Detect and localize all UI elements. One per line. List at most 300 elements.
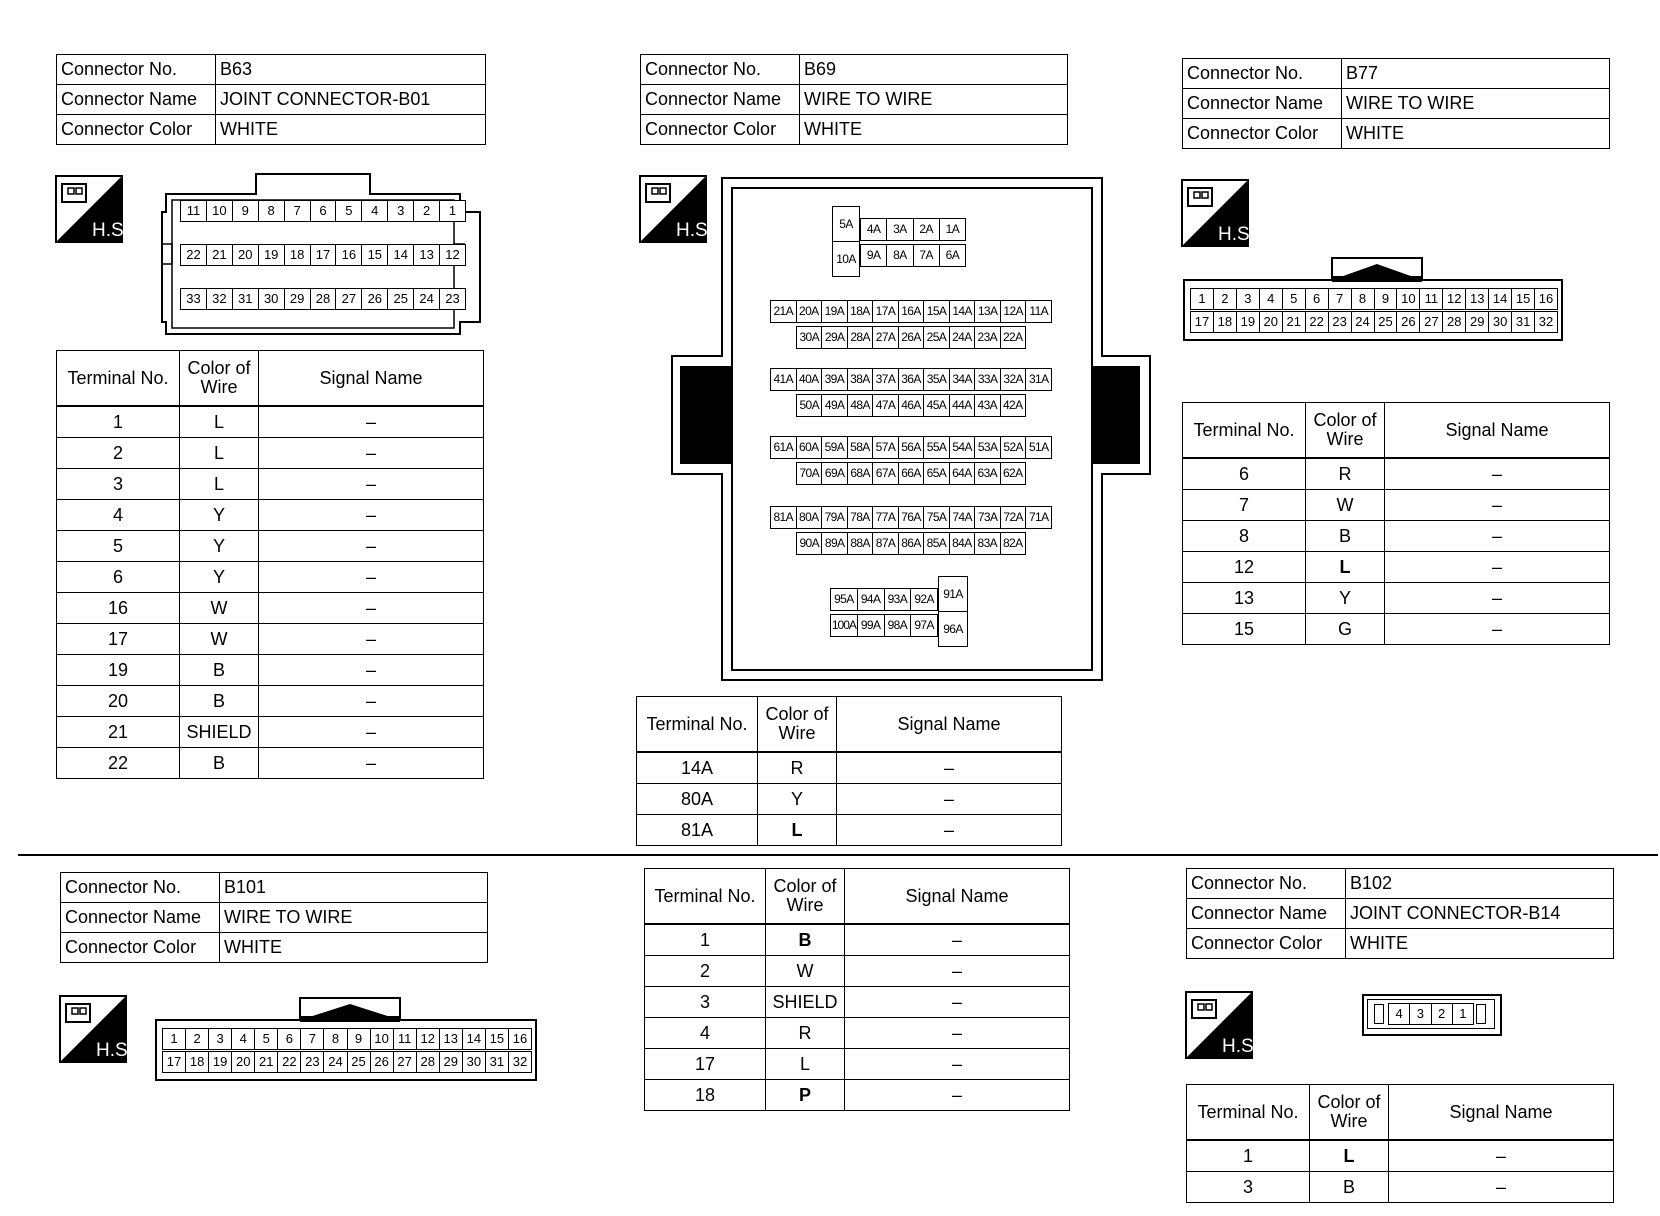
b63-connector-color: WHITE: [216, 115, 486, 145]
table-cell: 7: [1183, 490, 1306, 521]
pin: 14: [463, 1029, 486, 1049]
pin: 54A: [950, 437, 976, 458]
pin: 20: [233, 245, 259, 265]
table-cell: –: [1385, 521, 1610, 552]
pin: 26: [371, 1052, 394, 1072]
label-connector-no: Connector No.: [1183, 59, 1342, 89]
b69-terminal-table: [636, 696, 1062, 846]
table-cell: 13: [1183, 583, 1306, 614]
table-row: [1183, 458, 1610, 490]
table-cell: 3: [57, 469, 180, 500]
header-terminal-no: Terminal No.: [645, 869, 766, 925]
pin: 29A: [822, 327, 847, 348]
b69-pin-row-g6a: [830, 588, 938, 611]
table-row: [57, 748, 484, 779]
pin: 10: [371, 1029, 394, 1049]
table-cell: 16: [57, 593, 180, 624]
pin: 7A: [914, 245, 940, 266]
table-cell: B: [1310, 1172, 1389, 1203]
table-cell: –: [1389, 1140, 1614, 1172]
pin: 65A: [924, 463, 949, 484]
pin: 12: [445, 247, 460, 262]
table-cell: B: [766, 924, 845, 956]
pin: 2: [186, 1029, 209, 1049]
b77-pin-row-top: [1190, 288, 1558, 310]
pin: 1: [1191, 289, 1214, 309]
pin: 82A: [1002, 536, 1023, 550]
b69-info-table: [640, 54, 1068, 145]
pin: 8: [324, 1029, 347, 1049]
b101-connector-color: WHITE: [220, 933, 488, 963]
table-cell: SHIELD: [766, 987, 845, 1018]
pin: 69A: [822, 463, 847, 484]
pin: 53A: [975, 437, 1001, 458]
pin: 31: [233, 289, 259, 309]
table-row: [57, 562, 484, 593]
pin: 41A: [771, 369, 797, 390]
table-row: [57, 531, 484, 562]
pin: 9: [1375, 289, 1398, 309]
pin: 18A: [848, 301, 874, 322]
pin: 9: [233, 201, 259, 221]
pin: 78A: [848, 507, 874, 528]
pin: 24: [414, 289, 440, 309]
header-signal-name: Signal Name: [837, 697, 1062, 753]
pin: 33: [181, 289, 207, 309]
pin: 11: [1420, 289, 1443, 309]
pin: 5: [1283, 289, 1306, 309]
pin: 32: [1538, 314, 1554, 329]
pin: 15A: [924, 301, 950, 322]
pin: 5A: [833, 207, 859, 242]
table-cell: 21: [57, 717, 180, 748]
label-connector-no: Connector No.: [1187, 869, 1346, 899]
pin: 96A: [943, 622, 963, 636]
table-cell: L: [180, 406, 259, 438]
table-cell: –: [845, 1049, 1070, 1080]
pin: 3A: [887, 219, 913, 240]
pin: 92A: [914, 592, 934, 606]
b69-pin-row-g1b: [860, 244, 966, 267]
pin: 1: [1459, 1006, 1467, 1021]
pin: 73A: [975, 507, 1001, 528]
pin: 45A: [924, 395, 949, 416]
pin: 12: [417, 1029, 440, 1049]
table-cell: 6: [57, 562, 180, 593]
table-cell: W: [180, 593, 259, 624]
b77-connector-no: B77: [1342, 59, 1610, 89]
pin: 1A: [945, 222, 960, 236]
b69-connector-color: WHITE: [800, 115, 1068, 145]
b102-lock-left: [1374, 1004, 1384, 1024]
header-terminal-no: Terminal No.: [1187, 1085, 1310, 1141]
table-cell: 22: [57, 748, 180, 779]
pin: 17: [1191, 312, 1214, 332]
header-terminal-no: Terminal No.: [637, 697, 758, 753]
pin: 74A: [950, 507, 976, 528]
table-cell: –: [1389, 1172, 1614, 1203]
b69-pin-row-g1a: [860, 218, 966, 241]
pin: 63A: [975, 463, 1000, 484]
table-row: [57, 406, 484, 438]
section-divider: [18, 854, 1658, 856]
pin: 11A: [1029, 304, 1049, 318]
pin: 58A: [848, 437, 874, 458]
pin: 2: [1214, 289, 1237, 309]
b69-pin-col-5a-10a: [832, 206, 860, 277]
table-cell: –: [259, 717, 484, 748]
table-cell: 6: [1183, 458, 1306, 490]
pin: 4A: [861, 219, 887, 240]
table-row: [645, 956, 1070, 987]
pin: 88A: [848, 533, 873, 554]
pin: 40A: [797, 369, 823, 390]
b69-pin-row-g6b: [830, 614, 938, 637]
table-cell: –: [259, 438, 484, 469]
b63-pin-row-mid: [180, 244, 466, 266]
b69-pin-row-g4b: [796, 462, 1026, 485]
header-color-of-wire: Color of Wire: [766, 869, 845, 925]
b63-connector-face: [160, 172, 486, 336]
header-color-of-wire: Color of Wire: [1310, 1085, 1389, 1141]
table-cell: B: [1306, 521, 1385, 552]
table-row: [645, 1018, 1070, 1049]
pin: 19: [1237, 312, 1260, 332]
label-connector-no: Connector No.: [61, 873, 220, 903]
pin: 7: [301, 1029, 324, 1049]
header-signal-name: Signal Name: [1389, 1085, 1614, 1141]
pin: 67A: [873, 463, 898, 484]
pin: 18: [1214, 312, 1237, 332]
table-cell: 12: [1183, 552, 1306, 583]
b102-lock-right: [1476, 1004, 1486, 1024]
table-cell: 8: [1183, 521, 1306, 552]
pin: 4: [232, 1029, 255, 1049]
pin: 23: [301, 1052, 324, 1072]
table-cell: Y: [1306, 583, 1385, 614]
header-signal-name: Signal Name: [259, 351, 484, 407]
table-row: [1183, 490, 1610, 521]
table-cell: 1: [1187, 1140, 1310, 1172]
label-connector-name: Connector Name: [57, 85, 216, 115]
pin: 11: [394, 1029, 417, 1049]
pin: 13: [414, 245, 440, 265]
pin: 23A: [975, 327, 1000, 348]
table-row: [645, 987, 1070, 1018]
table-cell: 5: [57, 531, 180, 562]
table-cell: 15: [1183, 614, 1306, 645]
pin: 77A: [873, 507, 899, 528]
table-cell: 81A: [637, 815, 758, 846]
pin: 7: [1329, 289, 1352, 309]
pin: 59A: [822, 437, 848, 458]
pin: 3: [388, 201, 414, 221]
b63-pin-row-bottom: [180, 288, 466, 310]
header-color-of-wire: Color of Wire: [1306, 403, 1385, 459]
pin: 72A: [1001, 507, 1027, 528]
table-cell: –: [259, 655, 484, 686]
hs-label: H.S.: [1222, 1036, 1259, 1057]
b102-pin-row: [1388, 1003, 1474, 1025]
pin: 33A: [975, 369, 1001, 390]
pin: 50A: [797, 395, 822, 416]
pin: 6: [1306, 289, 1329, 309]
table-cell: 19: [57, 655, 180, 686]
pin: 23: [1329, 312, 1352, 332]
table-cell: –: [1385, 583, 1610, 614]
b102-connector-name: JOINT CONNECTOR-B14: [1346, 899, 1614, 929]
pin: 20A: [797, 301, 823, 322]
table-cell: L: [1306, 552, 1385, 583]
b77-connector-color: WHITE: [1342, 119, 1610, 149]
pin: 30: [259, 289, 285, 309]
pin: 10A: [836, 252, 856, 266]
pin: 24: [1352, 312, 1375, 332]
pin: 8: [1352, 289, 1375, 309]
pin: 17: [311, 245, 337, 265]
pin: 47A: [873, 395, 898, 416]
table-row: [1187, 1172, 1614, 1203]
label-connector-no: Connector No.: [641, 55, 800, 85]
b63-pin-row-top: [180, 200, 466, 222]
table-row: [1183, 521, 1610, 552]
label-connector-no: Connector No.: [57, 55, 216, 85]
b69-connector-name: WIRE TO WIRE: [800, 85, 1068, 115]
b77-terminal-table: [1182, 402, 1610, 645]
pin: 43A: [975, 395, 1000, 416]
label-connector-name: Connector Name: [61, 903, 220, 933]
table-cell: –: [1385, 552, 1610, 583]
table-row: [1183, 552, 1610, 583]
table-cell: –: [1385, 614, 1610, 645]
pin: 15: [486, 1029, 509, 1049]
pin: 9: [348, 1029, 371, 1049]
pin: 28A: [848, 327, 873, 348]
pin: 89A: [822, 533, 847, 554]
pin: 14: [388, 245, 414, 265]
pin: 16: [336, 245, 362, 265]
table-row: [57, 686, 484, 717]
table-cell: 80A: [637, 784, 758, 815]
table-cell: –: [259, 686, 484, 717]
pin: 3: [209, 1029, 232, 1049]
table-row: [637, 815, 1062, 846]
table-cell: 4: [645, 1018, 766, 1049]
b102-connector-color: WHITE: [1346, 929, 1614, 959]
b101-connector-name: WIRE TO WIRE: [220, 903, 488, 933]
table-cell: –: [259, 500, 484, 531]
pin: 90A: [797, 533, 822, 554]
hs-label: H.S.: [96, 1040, 133, 1061]
label-connector-name: Connector Name: [1187, 899, 1346, 929]
b69-pin-row-g2a: [770, 300, 1052, 323]
pin: 22: [278, 1052, 301, 1072]
pin: 17: [163, 1052, 186, 1072]
pin: 100A: [831, 615, 858, 636]
pin: 38A: [848, 369, 874, 390]
pin: 62A: [1002, 466, 1023, 480]
b101-info-table: [60, 872, 488, 963]
pin: 21A: [771, 301, 797, 322]
table-row: [637, 784, 1062, 815]
table-row: [645, 1049, 1070, 1080]
table-cell: –: [259, 406, 484, 438]
pin: 71A: [1028, 510, 1049, 524]
pin: 2: [414, 201, 440, 221]
label-connector-color: Connector Color: [57, 115, 216, 145]
pin: 5: [336, 201, 362, 221]
pin: 32: [512, 1054, 528, 1069]
pin: 18: [285, 245, 311, 265]
table-row: [57, 593, 484, 624]
pin: 68A: [848, 463, 873, 484]
pin: 14: [1489, 289, 1512, 309]
pin: 70A: [797, 463, 822, 484]
pin: 22: [181, 245, 207, 265]
table-cell: –: [845, 924, 1070, 956]
pin: 85A: [924, 533, 949, 554]
table-cell: 4: [57, 500, 180, 531]
table-cell: –: [259, 562, 484, 593]
b69-pin-row-g2b: [796, 326, 1026, 349]
table-cell: L: [180, 438, 259, 469]
pin: 28: [1443, 312, 1466, 332]
pin: 87A: [873, 533, 898, 554]
label-connector-color: Connector Color: [1187, 929, 1346, 959]
table-cell: B: [180, 748, 259, 779]
hs-connector-icon: [1182, 180, 1255, 246]
pin: 51A: [1028, 440, 1049, 454]
pin: 1: [163, 1029, 186, 1049]
pin: 26A: [899, 327, 924, 348]
b63-info-table: [56, 54, 486, 145]
pin: 24: [324, 1052, 347, 1072]
table-cell: B: [180, 686, 259, 717]
hs-connector-icon: [56, 176, 129, 242]
pin: 91A: [939, 577, 967, 612]
pin: 11: [181, 201, 207, 221]
pin: 19: [259, 245, 285, 265]
pin: 66A: [899, 463, 924, 484]
pin: 7: [285, 201, 311, 221]
pin: 22: [1306, 312, 1329, 332]
table-cell: 18: [645, 1080, 766, 1111]
table-cell: –: [845, 956, 1070, 987]
pin: 2A: [914, 219, 940, 240]
pin: 97A: [914, 618, 934, 632]
pin: 25: [388, 289, 414, 309]
label-connector-name: Connector Name: [641, 85, 800, 115]
pin: 99A: [858, 615, 885, 636]
pin: 32A: [1001, 369, 1027, 390]
table-cell: L: [766, 1049, 845, 1080]
pin: 30A: [797, 327, 822, 348]
header-signal-name: Signal Name: [845, 869, 1070, 925]
pin: 36A: [899, 369, 925, 390]
table-cell: –: [259, 531, 484, 562]
pin: 81A: [771, 507, 797, 528]
table-cell: –: [845, 1018, 1070, 1049]
table-cell: 2: [57, 438, 180, 469]
pin: 8A: [887, 245, 913, 266]
pin: 75A: [924, 507, 950, 528]
table-row: [57, 655, 484, 686]
pin: 19: [209, 1052, 232, 1072]
header-terminal-no: Terminal No.: [57, 351, 180, 407]
pin: 27: [336, 289, 362, 309]
pin: 26: [362, 289, 388, 309]
pin: 27A: [873, 327, 898, 348]
pin: 3: [1237, 289, 1260, 309]
pin: 26: [1397, 312, 1420, 332]
pin: 93A: [885, 589, 912, 610]
table-cell: W: [180, 624, 259, 655]
pin: 4: [1389, 1004, 1410, 1024]
pin: 48A: [848, 395, 873, 416]
pin: 28: [311, 289, 337, 309]
pin: 1: [448, 203, 457, 218]
table-row: [1183, 614, 1610, 645]
table-row: [57, 438, 484, 469]
pin: 39A: [822, 369, 848, 390]
table-cell: –: [1385, 490, 1610, 521]
b77-connector-name: WIRE TO WIRE: [1342, 89, 1610, 119]
b69-pin-row-g3b: [796, 394, 1026, 417]
pin: 6A: [945, 248, 960, 262]
pin: 27: [394, 1052, 417, 1072]
pin: 12: [1443, 289, 1466, 309]
b101-terminal-table: [644, 868, 1070, 1111]
pin: 2: [1432, 1004, 1453, 1024]
table-cell: R: [766, 1018, 845, 1049]
table-cell: Y: [180, 531, 259, 562]
hs-label: H.S.: [1218, 224, 1255, 245]
pin: 28: [417, 1052, 440, 1072]
pin: 29: [1466, 312, 1489, 332]
pin: 42A: [1002, 398, 1023, 412]
b101-connector-no: B101: [220, 873, 488, 903]
table-cell: –: [1385, 458, 1610, 490]
pin: 10: [207, 201, 233, 221]
header-color-of-wire: Color of Wire: [758, 697, 837, 753]
b69-pin-row-g5b: [796, 532, 1026, 555]
pin: 56A: [899, 437, 925, 458]
pin: 25: [1375, 312, 1398, 332]
pin: 14A: [950, 301, 976, 322]
table-cell: 3: [645, 987, 766, 1018]
pin: 9A: [861, 245, 887, 266]
pin: 22A: [1002, 330, 1023, 344]
table-cell: –: [259, 624, 484, 655]
pin: 20: [1260, 312, 1283, 332]
pin: 52A: [1001, 437, 1027, 458]
table-row: [645, 1080, 1070, 1111]
pin: 46A: [899, 395, 924, 416]
pin: 4: [1260, 289, 1283, 309]
pin: 94A: [858, 589, 885, 610]
pin: 35A: [924, 369, 950, 390]
b102-terminal-table: [1186, 1084, 1614, 1203]
pin: 61A: [771, 437, 797, 458]
table-cell: Y: [758, 784, 837, 815]
pin: 84A: [950, 533, 975, 554]
pin: 31: [1512, 312, 1535, 332]
pin: 4: [362, 201, 388, 221]
label-connector-color: Connector Color: [1183, 119, 1342, 149]
pin: 31A: [1028, 372, 1049, 386]
b77-pin-row-bottom: [1190, 311, 1558, 333]
pin: 6: [311, 201, 337, 221]
